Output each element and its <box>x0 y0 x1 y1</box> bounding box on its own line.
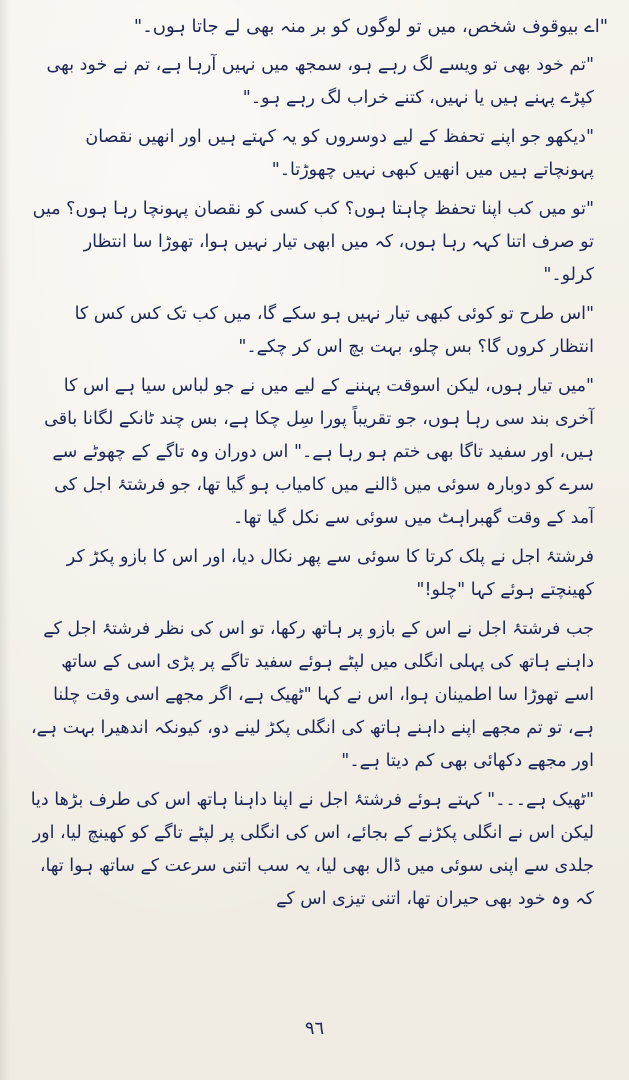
paragraph-7: فرشتۂ اجل نے پلک کرتا کا سوئی سے پھر نکال دیا، اور اس کا بازو پکڑ کر کھینچتے ہوئے کہا "چلو!" <box>66 547 594 600</box>
page-number: ٩٦ <box>304 1018 325 1039</box>
paragraph-6: "میں تیار ہوں، لیکن اسوقت پہننے کے لیے میں نے جو لباس سیا ہے اس کا آخری بند سی رہا ہوں، جو تقریباً پورا سِل چکا ہے، بس چند ٹانکے لگانا باقی ہیں، اور سفید تاگا بھی ختم ہو رہا ہے۔" اس دوران وہ تاگے کے چھوٹے سے سرے کو دوبارہ سوئی میں ڈالنے میں کامیاب ہو گیا تھا، جو فرشتۂ اجل کی آمد کے وقت گھبراہٹ میں سوئی سے نکل گیا تھا۔ <box>44 376 594 528</box>
paragraph-9: "ٹھیک ہے۔۔۔" کہتے ہوئے فرشتۂ اجل نے اپنا داہنا ہاتھ اس کی طرف بڑھا دیا لیکن اس نے انگلی پکڑنے کے بجائے، اس کی انگلی پر لپٹے تاگے کو کھینچ لیا، اور جلدی سے اپنی سوئی میں ڈال بھی لیا، یہ سب اتنی سرعت کے ساتھ ہوا تھا، کہ وہ خود بھی حیران تھا، اتنی تیزی اس کے <box>30 790 594 909</box>
paragraph-5: "اس طرح تو کوئی کبھی تیار نہیں ہو سکے گا، میں کب تک کس کس کا انتظار کروں گا؟ بس چلو، بہت بچ اس کر چکے۔" <box>74 304 594 357</box>
page-text-body <box>28 10 608 922</box>
paragraph-4: "تو میں کب اپنا تحفظ چاہتا ہوں؟ کب کسی کو نقصان پہونچا رہا ہوں؟ میں تو صرف اتنا کہہ رہا ہوں، کہ میں ابھی تیار نہیں ہوا، تھوڑا سا انتظار کرلو۔" <box>32 199 594 285</box>
page-edge-shadow <box>0 0 10 1080</box>
paragraph-2: "تم خود بھی تو ویسے لگ رہے ہو، سمجھ میں نہیں آرہا ہے، تم نے خود بھی کپڑے پہنے ہیں یا نہیں، کتنے خراب لگ رہے ہو۔" <box>46 55 594 108</box>
paragraph-1: "اے بیوقوف شخص، میں تو لوگوں کو بر منہ بھی لے جاتا ہوں۔" <box>133 16 608 37</box>
paragraph-3: "دیکھو جو اپنے تحفظ کے لیے دوسروں کو یہ کہتے ہیں اور انھیں نقصان پہونچاتے ہیں میں انھیں کبھی نہیں چھوڑتا۔" <box>85 127 594 180</box>
paragraph-8: جب فرشتۂ اجل نے اس کے بازو پر ہاتھ رکھا، تو اس کی نظر فرشتۂ اجل کے داہنے ہاتھ کی پہلی انگلی میں لپٹے ہوئے سفید تاگے پر پڑی اسی کے ساتھ اسے تھوڑا سا اطمینان ہوا، اس نے کہا "ٹھیک ہے، اگر مجھے اسی وقت چلنا ہے، تو تم مجھے اپنے داہنے ہاتھ کی انگلی پکڑ لینے دو، کیونکہ اندھیرا بہت ہے، اور مجھے دکھائی بھی کم دیتا ہے۔" <box>30 619 594 771</box>
